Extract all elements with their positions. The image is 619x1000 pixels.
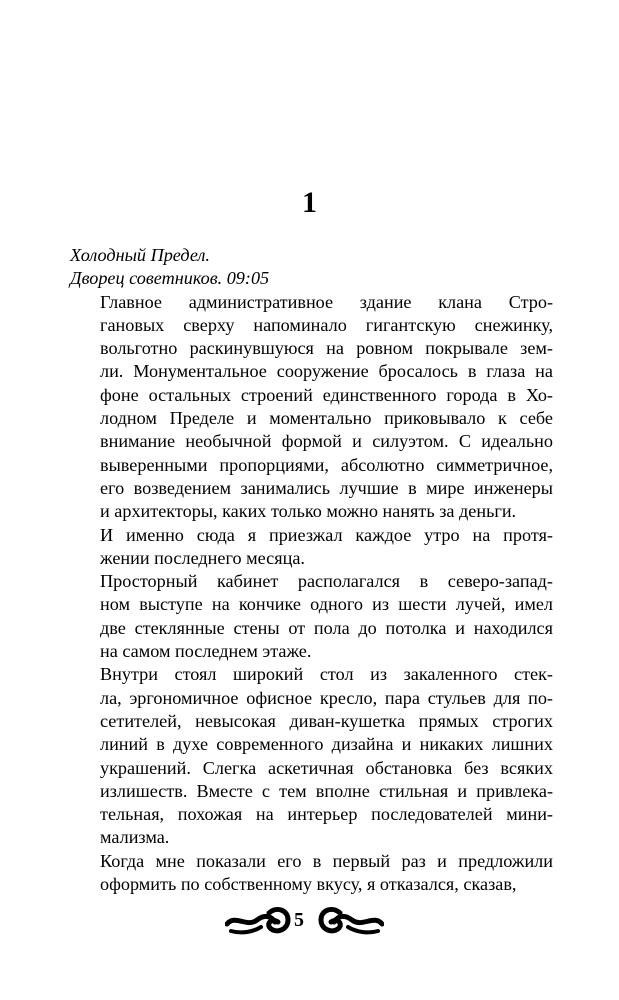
text-line: две стеклянные стены от пола до потолка и находился bbox=[100, 617, 553, 638]
text-line: ном выступе на кончике одного из шести лучей, имел bbox=[100, 594, 553, 615]
text-line: Внутри стоял широкий стол из закаленного стек- bbox=[100, 664, 553, 685]
text-line: оформить по собственному вкусу, я отказался, сказав, bbox=[100, 874, 517, 895]
text-line: Когда мне показали его в первый раз и предложили bbox=[100, 850, 553, 871]
paragraph bbox=[70, 850, 553, 897]
text-line: ла, эргономичное офисное кресло, пара стульев для по- bbox=[100, 687, 553, 708]
page-footer bbox=[0, 898, 619, 946]
text-line: тельная, похожая на интерьер последователей мини- bbox=[100, 804, 553, 825]
flourish-left-icon bbox=[225, 904, 293, 938]
text-line: его возведением занимались лучшие в мире инженеры bbox=[100, 477, 553, 498]
flourish-right-icon bbox=[316, 904, 384, 938]
text-line: на самом последнем этаже. bbox=[100, 641, 312, 662]
text-line: выверенными пропорциями, абсолютно симметричное, bbox=[100, 454, 553, 475]
text-line: и архитекторы, каких только можно нанять за деньги. bbox=[100, 501, 517, 522]
text-line: лодном Пределе и моментально приковывало к себе bbox=[100, 408, 553, 429]
scene-location: Холодный Предел. bbox=[70, 245, 210, 265]
paragraph bbox=[70, 524, 553, 571]
text-line: сетителей, невысокая диван-кушетка прямых строгих bbox=[100, 710, 553, 731]
text-line: излишеств. Вместе с тем вполне стильная и привлека- bbox=[100, 780, 553, 801]
text-line: И именно сюда я приезжал каждое утро на протя- bbox=[100, 524, 553, 545]
paragraph bbox=[70, 291, 553, 524]
text-line: Главное административное здание клана Стро- bbox=[100, 291, 553, 312]
paragraph bbox=[70, 663, 553, 849]
paragraphs bbox=[70, 291, 553, 897]
text-line: вольготно раскинувшуюся на ровном покрывале зем- bbox=[100, 338, 553, 359]
text-line: Просторный кабинет располагался в северо-запад- bbox=[100, 571, 553, 592]
page-number: 5 bbox=[294, 909, 304, 931]
text-line: фоне остальных строений единственного города в Хо- bbox=[100, 384, 553, 405]
text-line: украшений. Слегка аскетичная обстановка без всяких bbox=[100, 757, 553, 778]
paragraph bbox=[70, 570, 553, 663]
text-line: линий в духе современного дизайна и никаких лишних bbox=[100, 734, 553, 755]
text-line: ли. Монументальное сооружение бросалось в глаза на bbox=[100, 361, 553, 382]
text-line: жении последнего месяца. bbox=[100, 547, 305, 568]
chapter-number: 1 bbox=[302, 186, 317, 219]
text-line: гановых сверху напоминало гигантскую снежинку, bbox=[100, 314, 553, 335]
page-body bbox=[70, 244, 553, 896]
text-line: мализма. bbox=[100, 827, 170, 848]
text-line: внимание необычной формой и силуэтом. С идеально bbox=[100, 431, 553, 452]
scene-time: Дворец советников. 09:05 bbox=[70, 268, 270, 289]
